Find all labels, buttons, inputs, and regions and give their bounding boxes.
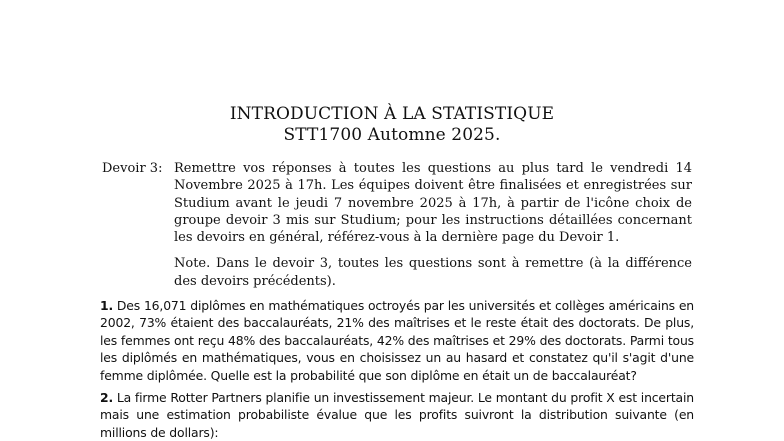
- question-2: [100, 389, 694, 441]
- course-title: INTRODUCTION À LA STATISTIQUE: [229, 104, 555, 124]
- question-text: Des 16,071 diplômes en mathématiques octroyés par les universités et collèges américains en 2002, 73% étaient des baccalauréats, 21% des maîtrises et le reste était des doctorats. De plus, les femmes ont reçu 48% des baccalauréats, 42% des maîtrises et 29% des doctorats. Parmi tous les diplômés en mathématiques, vous en choisissez un au hasard et constatez qu'il s'agit d'une femme diplômée. Quelle est la probabilité que son diplôme en était un de baccalauréat?: [100, 298, 694, 383]
- assignment-label: Devoir 3:: [102, 161, 163, 176]
- course-subtitle: STT1700 Automne 2025.: [283, 125, 501, 145]
- question-text: La firme Rotter Partners planifie un investissement majeur. Le montant du profit X est incertain mais une estimation probabiliste évalue que les profits suivront la distribution suivante (en millions de dollars):: [100, 390, 694, 440]
- assignment-text: Remettre vos réponses à toutes les questions au plus tard le vendredi 14 Novembre 2025 à 17h. Les équipes doivent être finalisées et enregistrées sur Studium avant le jeudi 7 novembre 2025 à 17h, à partir de l'icône choix de groupe devoir 3 mis sur Studium; pour les instructions détaillées concernant les devoirs en général, référez-vous à la dernière page du Devoir 1.: [174, 161, 692, 246]
- assignment-instructions: [102, 160, 692, 290]
- title-block: [0, 104, 784, 146]
- question-1: [100, 297, 694, 384]
- question-number: 2.: [100, 390, 114, 405]
- assignment-note: Note. Dans le devoir 3, toutes les questions sont à remettre (à la différence des devoirs précédents).: [174, 256, 692, 289]
- question-number: 1.: [100, 298, 114, 313]
- assignment-row: [102, 160, 692, 246]
